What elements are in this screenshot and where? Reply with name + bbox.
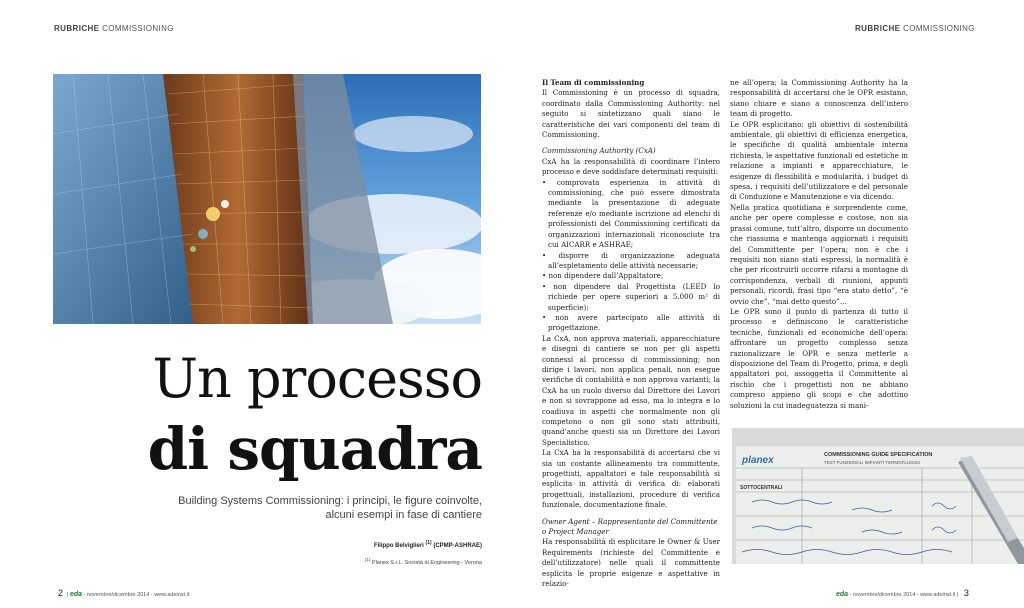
list-item: • disporre di organizzazione adeguata all’espletamento delle attività necessarie; — [542, 250, 720, 270]
text-column-1 — [542, 78, 720, 590]
section-label: RUBRICHE — [855, 24, 901, 33]
building-photo — [53, 74, 481, 324]
list-item: • non avere partecipato alle attività di progettazione. — [542, 312, 720, 333]
subtitle — [120, 494, 482, 522]
section-label: RUBRICHE — [54, 24, 100, 33]
section-heading: Il Team di commissioning — [542, 78, 645, 87]
author-name: Filippo Belviglieri — [373, 543, 424, 549]
affiliation — [200, 557, 482, 566]
magazine-logo: eda — [69, 591, 83, 598]
subsection-label: COMMISSIONING — [102, 24, 174, 33]
list-item: • non dipendere dal Progettista (LEED lo richiede per opere superiori a 5.000 m² di superficie); — [542, 281, 720, 312]
subsection-label: COMMISSIONING — [903, 24, 975, 33]
author-footnote: (1) — [425, 540, 432, 546]
author — [200, 540, 482, 549]
issue-info: - novembre/dicembre 2014 - www.adeinst.it — [848, 592, 956, 598]
text-column-2 — [730, 78, 908, 411]
header-left — [54, 24, 174, 33]
paragraph: Le OPR esplicitano: gli obiettivi di sostenibilità ambientale, gli obiettivi di efficienza energetica, le specifiche di qualità ambientale interna richiesta, le aspettative funzionali ed estetiche in relazione a impianti e apparecchiature, le esigenze di flessibilità e modularità, i budget di spesa, i requisiti dell’utilizzatore e del personale di Conduzione e Manutenzione e via dicendo. — [730, 119, 908, 202]
magazine-logo: eda — [836, 591, 849, 598]
page-number: 3 — [963, 588, 969, 598]
paragraph: Ha responsabilità di esplicitare le Owner & User Requirements (richieste del Committente e dell’utilizzatore) nelle quali il committente esplicita le proprie esigenze e aspettative in relazio- — [542, 537, 720, 589]
form-photo — [732, 428, 1024, 564]
page-number: 2 — [58, 588, 64, 598]
footer-right: eda - novembre/dicembre 2014 - www.adeinst.it | 3 — [836, 588, 969, 598]
title-line-1: Un processo — [152, 347, 482, 410]
footer-left: 2 | eda - novembre/dicembre 2014 - www.adeinst.it — [58, 588, 190, 598]
form-row-label: SOTTOCENTRALI — [740, 485, 783, 491]
paragraph: Le OPR sono il punto di partenza di tutto il processo e definiscono le caratteristiche tecniche, funzionali ed economiche dell’opera: affrontare un progetto complesso senza razionalizzare le OPR e senza metterle a disposizione del Team di Progetto, prima, e degli appaltatori poi, assoggetta il Committente al rischio che i progettisti non ne abbiano compreso appieno gli scopi e che adottino soluzioni la cui inadeguatezza si mani- — [730, 306, 908, 410]
form-title: COMMISSIONING GUIDE SPECIFICATION — [824, 452, 933, 458]
paragraph: La CxA, non approva materiali, apparecchiature e disegni di cantiere se non per gli aspetti connessi al processo di commissioning; non dirige i lavori, non applica penali, non esegue verifiche di contabilità e non approva varianti; la CxA ha un ruolo diverso dal Direttore dei Lavori e non si sovrappone ad esso, ma lo integra e lo coadiuva in aspetti che normalmente non gli competono o non gli sono stati attribuiti, quand’anche questi sia un Direttore dei Lavori Specialistico. — [542, 333, 720, 447]
subtitle-line-1: Building Systems Commissioning: i principi, le figure coinvolte, — [178, 495, 482, 507]
issue-info: - novembre/dicembre 2014 - www.adeinst.it — [82, 592, 190, 598]
paragraph: La CxA ha la responsabilità di accertarsi che vi sia un costante allineamento tra committente, progettisti, appaltatori e tale responsabilità si esplicita in attività di verifica di: elaborati progettuali, installazioni, procedure di verifica funzionale, documentazione finale. — [542, 448, 720, 510]
paragraph: ne all’opera; la Commissioning Authority ha la responsabilità di accertarsi che le OPR esistano, siano chiare e siano a conoscenza dell’intero team di progetto. — [730, 78, 908, 119]
affiliation-text: Planex S.r.L. Società di Engineering - Verona — [371, 559, 482, 566]
author-certification: (CPMP-ASHRAE) — [433, 543, 482, 549]
affiliation-footnote: (1) — [364, 557, 371, 562]
subheading: Owner Agent – Rappresentante del Committente o Project Manager — [542, 516, 718, 537]
paragraph: CxA ha la responsabilità di coordinare l’intero processo e deve soddisfare determinati requisiti: — [542, 156, 720, 177]
paragraph: Nella pratica quotidiana è sorprendente come, anche per opere complesse e costose, non sia prassi comune, tutt’altro, disporre un documento che riassuma e mantenga aggiornati i requisiti del Committente per l’opera; non è che i requisiti non siano stati espressi, la normalità è che per ricostruirli occorre rifarsi a montagne di corrispondenza, verbali di riunioni, appunti personali, ricordi, frasi tipo “era stato detto”, “è ovvio che”, “mai detto questo”… — [730, 202, 908, 306]
form-subtitle: TEST FUNZIONALI IMPIANTI TERMOFLUIDICI — [824, 460, 921, 465]
subheading: Commissioning Authority (CxA) — [542, 146, 656, 156]
header-right — [855, 24, 975, 33]
list-item: • comprovata esperienza in attività di commissioning, che può essere dimostrata mediante la presentazione di adeguate referenze e/o mediante iscrizione ad elenchi di professionisti del Commissioning certificati da organizzazioni internazionali riconosciute tra cui AICARR e ASHRAE; — [542, 177, 720, 250]
form-logo: planex — [742, 455, 774, 466]
list-item: • non dipendere dall’Appaltatore; — [542, 271, 664, 281]
subtitle-line-2: alcuni esempi in fase di cantiere — [325, 509, 482, 521]
title-line-2: di squadra — [147, 415, 482, 483]
paragraph: Il Commissioning è un processo di squadra, coordinato dalla Commissioning Authority: nel seguito si sintetizzano quali siano le caratteristiche dei vari componenti del team di Commissioning. — [542, 88, 720, 140]
